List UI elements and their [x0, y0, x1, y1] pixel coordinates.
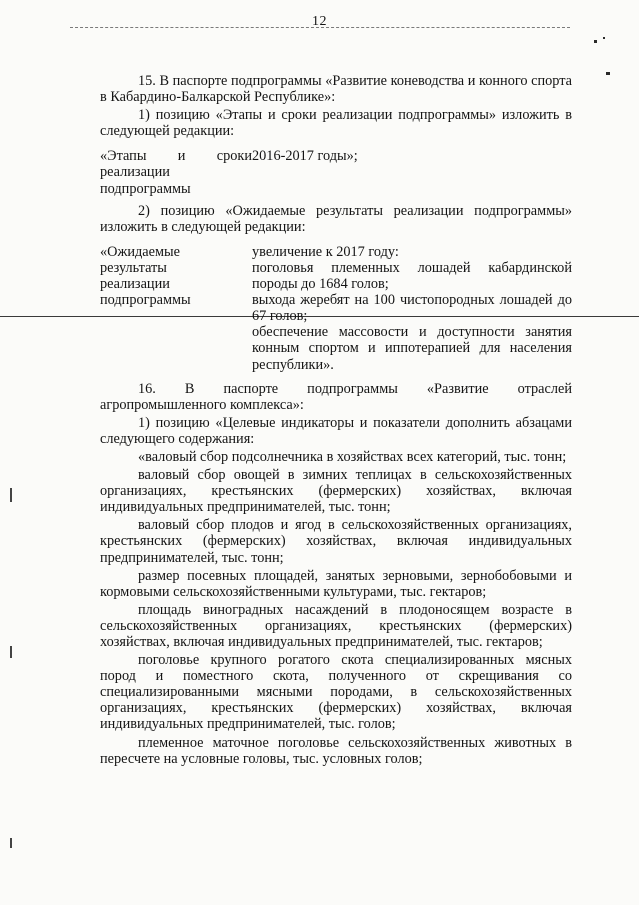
scan-margin-mark [10, 488, 12, 502]
results-table [100, 244, 572, 373]
indicator-paragraph: племенное маточное поголовье сельскохозяйственных животных в пересчете на условные головы, тыс. условных голов; [100, 734, 572, 767]
page-number: 12 [312, 14, 327, 29]
results-table-label [100, 244, 252, 373]
results-label-line: результаты [100, 259, 167, 276]
indicator-paragraph: валовый сбор плодов и ягод в сельскохозяйственных организациях, крестьянских (фермерских) хозяйствах, включая индивидуальных предпринимателей, тыс. тонн; [100, 517, 572, 566]
stages-table [100, 148, 572, 196]
document-body [100, 73, 572, 767]
stages-label-line: реализации [100, 164, 170, 181]
results-label-line: подпрограммы [100, 292, 191, 309]
indicator-paragraph: «валовый сбор подсолнечника в хозяйствах всех категорий, тыс. тонн; [138, 448, 567, 465]
results-label-line: «Ожидаемые [100, 243, 180, 260]
scan-speck [594, 40, 597, 43]
indicator-paragraph: площадь виноградных насаждений в плодоносящем возрасте в сельскохозяйственных организациях, крестьянских (фермерских) хозяйствах, включая индивидуальных предпринимателей, тыс. гектаров; [100, 601, 572, 650]
indicator-paragraph: размер посевных площадей, занятых зерновыми, зернобобовыми и кормовыми сельскохозяйственными культурами, тыс. гектаров; [100, 567, 572, 600]
section-16-item-1: 1) позицию «Целевые индикаторы и показатели дополнить абзацами следующего содержания: [100, 414, 572, 447]
section-15-item-1: 1) позицию «Этапы и сроки реализации подпрограммы» изложить в следующей редакции: [100, 107, 572, 140]
scan-speck [606, 72, 610, 75]
stages-label-line: подпрограммы [100, 180, 191, 197]
section-16-intro: 16. В паспорте подпрограммы «Развитие отраслей агропромышленного комплекса»: [100, 380, 572, 413]
scan-margin-mark [10, 646, 12, 658]
indicator-paragraph: валовый сбор овощей в зимних теплицах в сельскохозяйственных организациях, крестьянских (фермерских) хозяйствах, включая индивидуальных предпринимателей, тыс. тонн; [100, 467, 572, 516]
section-15-item-2: 2) позицию «Ожидаемые результаты реализации подпрограммы» изложить в следующей редакции: [100, 202, 572, 235]
stages-label-word: «Этапы [100, 148, 147, 165]
scan-margin-mark [10, 838, 12, 848]
stages-label-word: сроки [216, 148, 252, 165]
results-value-paragraph: обеспечение массовости и доступности занятия конным спортом и иппотерапией для населения республики». [252, 324, 572, 373]
results-value-paragraph: увеличение к 2017 году: [252, 243, 399, 260]
section-15-intro: 15. В паспорте подпрограммы «Развитие коневодства и конного спорта в Кабардино-Балкарской Республике»: [100, 73, 572, 106]
results-value-paragraph: выхода жеребят на 100 чистопородных лошадей до 67 голов; [252, 292, 572, 325]
stages-table-label [100, 148, 252, 196]
scan-speck [603, 37, 605, 39]
indicator-paragraph: поголовье крупного рогатого скота специализированных мясных пород и поместного скота, полученного от скрещивания со специализированными мясными породами, в сельскохозяйственных организациях, крестьянских (фермерских) хозяйствах, включая индивидуальных предпринимателей, тыс. голов; [100, 652, 572, 733]
results-label-line: реализации [100, 276, 170, 293]
results-value-paragraph: поголовья племенных лошадей кабардинской породы до 1684 голов; [252, 259, 572, 293]
stages-table-value: 2016-2017 годы»; [252, 148, 358, 165]
header-rule [70, 27, 570, 28]
results-table-value [252, 244, 572, 373]
stages-label-word: и [177, 148, 186, 165]
